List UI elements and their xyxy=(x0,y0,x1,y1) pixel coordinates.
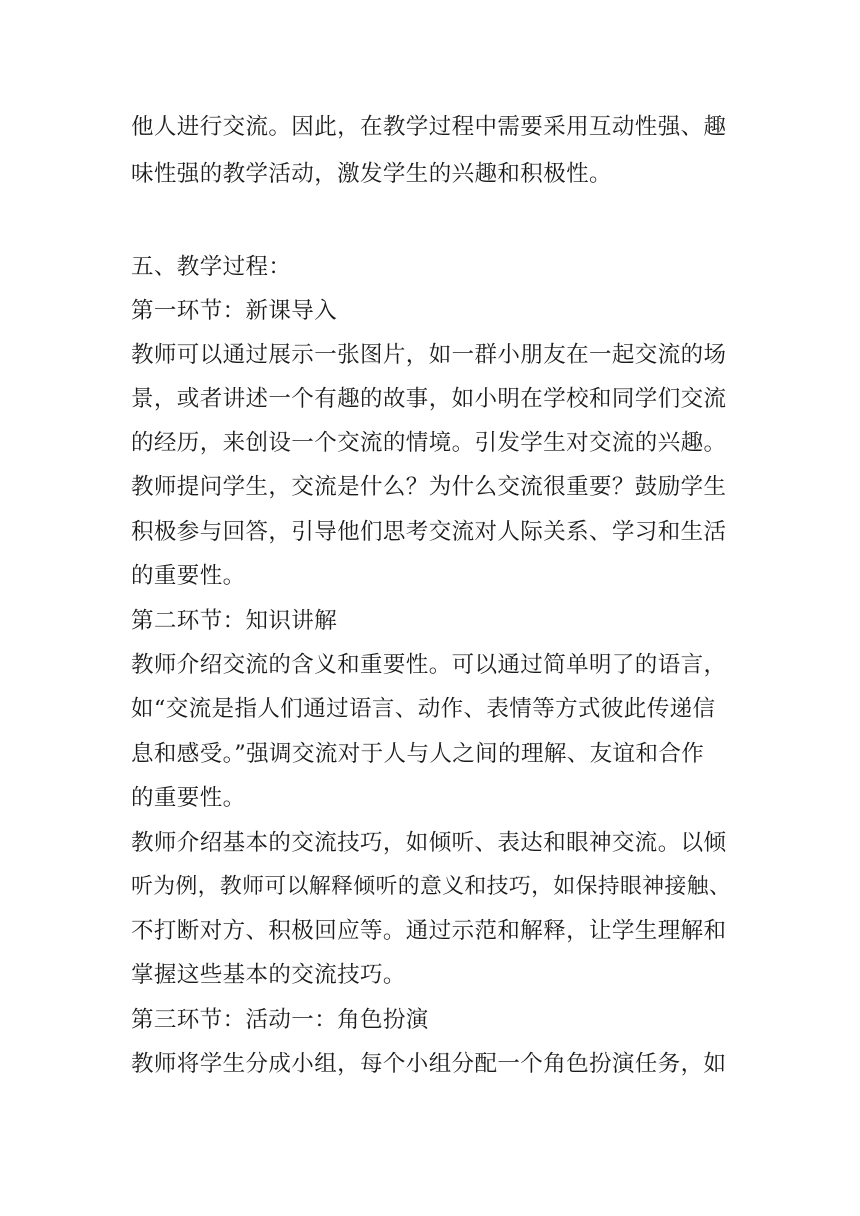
text-line: 掌握这些基本的交流技巧。 xyxy=(131,962,406,988)
text-line: 景，或者讲述一个有趣的故事，如小明在学校和同学们交流 xyxy=(131,386,727,412)
text-line: 息和感受。”强调交流对于人与人之间的理解、友谊和合作 xyxy=(131,741,705,767)
text-line: 的重要性。 xyxy=(131,563,246,589)
subsection-heading: 第一环节：新课导入 xyxy=(131,298,338,324)
text-line: 积极参与回答，引导他们思考交流对人际关系、学习和生活 xyxy=(131,519,727,545)
text-line: 他人进行交流。因此，在教学过程中需要采用互动性强、趣 xyxy=(131,114,727,140)
subsection-heading: 第二环节：知识讲解 xyxy=(131,608,338,634)
text-line: 教师提问学生，交流是什么？为什么交流很重要？鼓励学生 xyxy=(131,474,727,500)
text-line: 教师介绍基本的交流技巧，如倾听、表达和眼神交流。以倾 xyxy=(131,830,727,856)
section-heading: 五、教学过程： xyxy=(131,254,292,280)
text-line: 教师可以通过展示一张图片，如一群小朋友在一起交流的场 xyxy=(131,342,727,368)
text-line: 教师介绍交流的含义和重要性。可以通过简单明了的语言， xyxy=(131,652,727,678)
text-line: 如“交流是指人们通过语言、动作、表情等方式彼此传递信 xyxy=(131,696,716,722)
text-line: 不打断对方、积极回应等。通过示范和解释，让学生理解和 xyxy=(131,918,727,944)
text-line: 听为例，教师可以解释倾听的意义和技巧，如保持眼神接触、 xyxy=(131,874,732,899)
subsection-heading: 第三环节：活动一：角色扮演 xyxy=(131,1007,429,1033)
text-line: 的重要性。 xyxy=(131,785,246,811)
text-line: 味性强的教学活动，激发学生的兴趣和积极性。 xyxy=(131,161,612,187)
text-line: 教师将学生分成小组，每个小组分配一个角色扮演任务，如 xyxy=(131,1051,727,1077)
text-line: 的经历，来创设一个交流的情境。引发学生对交流的兴趣。 xyxy=(131,430,727,456)
